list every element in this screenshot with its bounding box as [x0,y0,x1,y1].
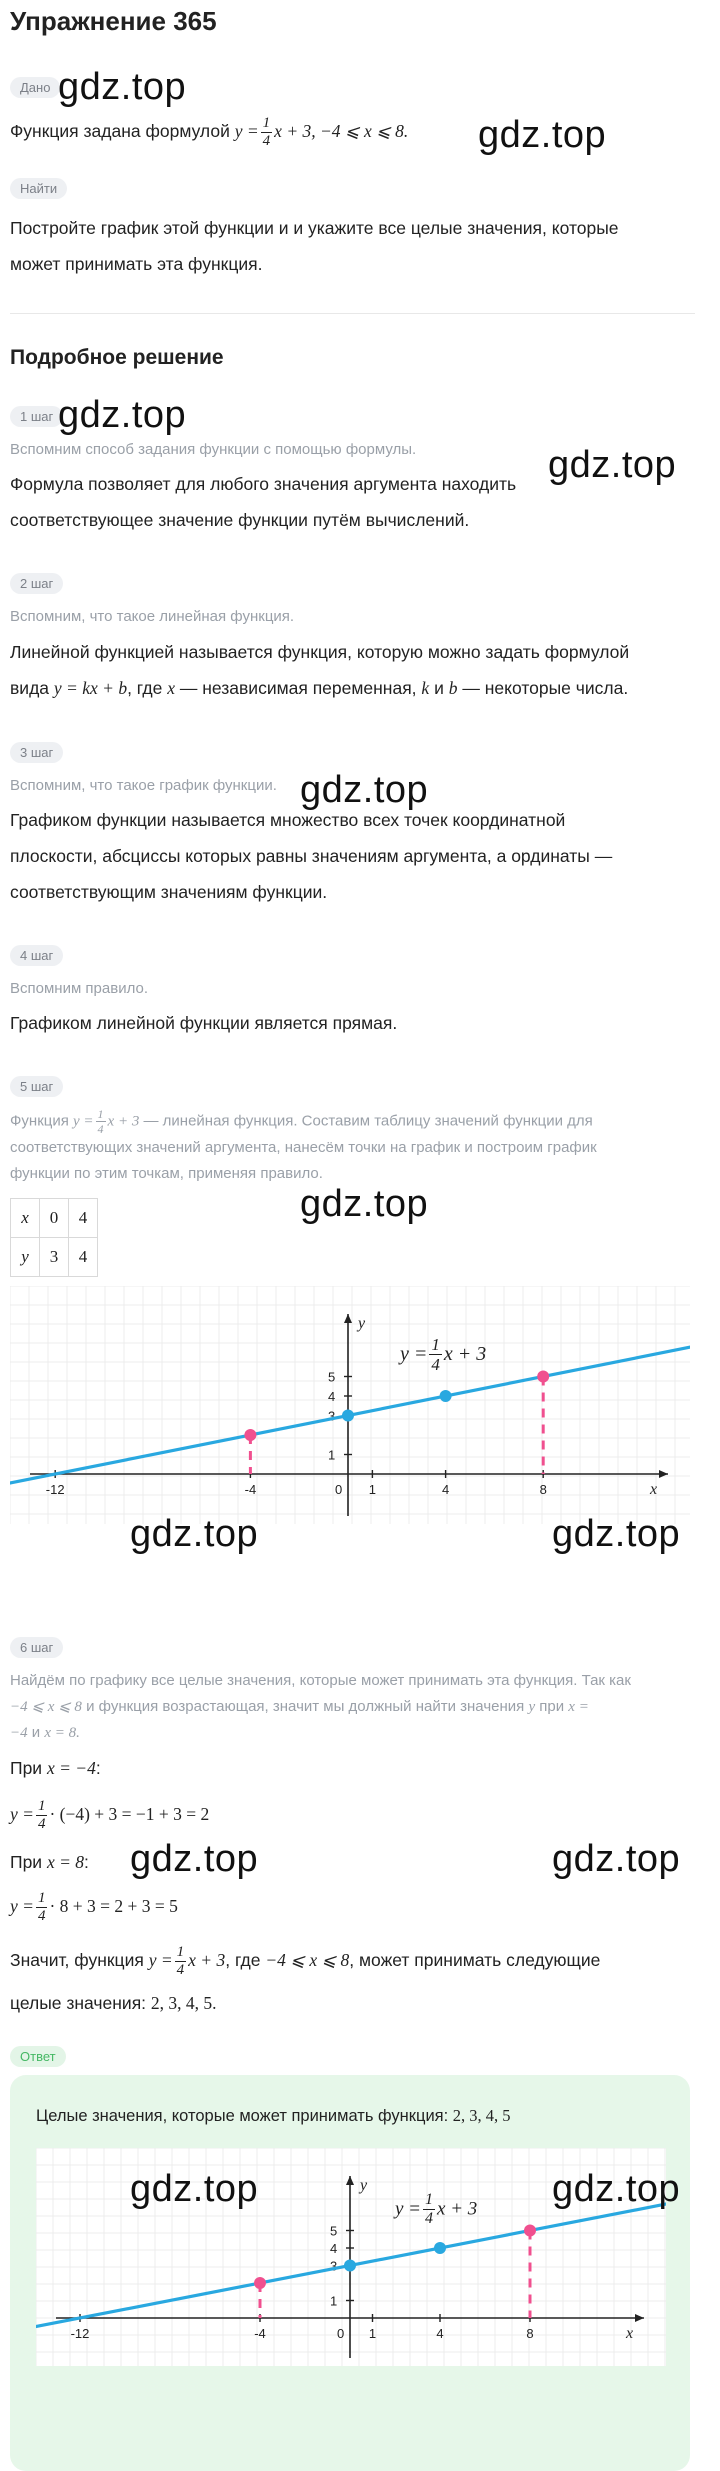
step-6-text: , может принимать следующие [349,1950,601,1970]
step-6-formula: −4 ⩽ x ⩽ 8 [265,1950,350,1970]
step-6-hint-formula: −4 [10,1725,28,1741]
step-6-text: Значит, функция [10,1950,144,1970]
step-6-calc-rest: · (−4) + 3 = −1 + 3 = 2 [49,1804,210,1824]
watermark: gdz.top [130,1838,259,1880]
given-text [10,113,408,149]
data-point [254,2277,266,2289]
x-tick-label: 4 [441,1482,450,1497]
step-6-calc-fraction: $\frac{1}{4}$ [37,1889,46,1924]
function-graph [10,1286,690,1524]
graph-equation-lhs: y = [400,1342,428,1365]
page-title: Упражнение 365 [10,6,217,36]
step-2-var-k: k [421,678,430,698]
answer-label-text: Целые значения, которые может принимать функция: [36,2107,449,2125]
step-6-calc-rest: · 8 + 3 = 2 + 3 = 5 [49,1896,178,1916]
answer-values: 2, 3, 4, 5 [452,2106,511,2125]
y-tick-label: 5 [330,2223,338,2239]
y-tick-label: 1 [330,2293,338,2309]
step-6-calc-1 [10,1796,209,1832]
watermark: gdz.top [130,1513,259,1555]
step-2-badge: 2 шаг [10,573,63,594]
watermark: gdz.top [58,66,187,108]
step-6-text: : [84,1852,89,1872]
graph-equation-rest: x + 3 [443,1342,487,1365]
watermark: gdz.top [300,769,429,811]
step-6-hint-text: и [31,1724,41,1741]
table-cell: y [11,1238,40,1277]
watermark: gdz.top [58,394,187,436]
step-2-formula: y = kx + b [53,678,128,698]
step-5-hint-line-1 [10,1108,593,1135]
step-2-text: и [434,678,444,698]
step-1-hint: Вспомним способ задания функции с помощью формулы. [10,441,417,458]
x-tick-label: 8 [526,2326,534,2341]
step-6-text: При [10,1758,43,1778]
data-point [344,2260,356,2272]
step-6-at-1 [10,1750,101,1786]
data-point [524,2225,536,2237]
watermark: gdz.top [478,114,607,156]
step-3-hint: Вспомним, что такое график функции. [10,777,277,794]
x-axis-label: x [626,2325,634,2342]
data-point [244,1429,256,1441]
table-cell: 4 [69,1238,98,1277]
y-tick-label: 3 [330,2258,338,2274]
y-axis-arrow [346,2176,354,2185]
data-point [342,1410,354,1422]
x-tick-label: -4 [254,2326,266,2341]
step-6-hint-formula: x = 8. [44,1725,80,1741]
watermark: gdz.top [548,444,677,486]
step-6-calc-lhs: y = [10,1896,34,1916]
step-4-hint: Вспомним правило. [10,980,149,997]
step-6-conclusion-line-1 [10,1942,600,1978]
y-axis-arrow [344,1314,352,1323]
step-5-badge: 5 шаг [10,1076,63,1097]
step-6-text: При [10,1852,43,1872]
find-line-1: Постройте график этой функции и и укажите все целые значения, которые [10,218,619,238]
step-6-at-2 [10,1844,89,1880]
values-table [10,1198,98,1277]
answer-badge: Ответ [10,2046,66,2067]
answer-text [36,2098,511,2134]
table-cell: x [11,1199,40,1238]
given-formula-rest: x + 3, −4 ⩽ x ⩽ 8. [274,121,409,141]
step-6-formula: x = −4 [46,1758,96,1778]
step-6-hint-line-2 [10,1694,589,1720]
x-tick-label: -12 [45,1482,65,1497]
find-badge: Найти [10,178,67,199]
y-tick-label: 5 [328,1369,336,1385]
step-6-formula: x = 8 [46,1852,85,1872]
watermark: gdz.top [130,2168,259,2210]
step-6-hint-line-1: Найдём по графику все целые значения, которые может принимать эта функция. Так как [10,1672,631,1689]
x-axis-arrow [659,1470,668,1478]
step-2-line-1: Линейной функцией называется функция, которую можно задать формулой [10,642,630,662]
step-2-var-x: x [167,678,175,698]
x-tick-label: 1 [368,2326,377,2341]
step-6-calc-lhs: y = [10,1804,34,1824]
x-tick-label: 8 [539,1482,547,1497]
step-5-hint-line-2: соответствующих значений аргумента, нанесём точки на график и построим график [10,1139,597,1156]
x-tick-label: -4 [244,1482,257,1497]
step-2-var-b: b [448,678,458,698]
step-2-hint: Вспомним, что такое линейная функция. [10,608,295,625]
x-tick-label: 1 [368,1482,377,1497]
x-axis-arrow [635,2314,644,2322]
table-row [11,1238,98,1277]
origin-label: 0 [337,2326,345,2341]
step-1-line-1: Формула позволяет для любого значения аргумента находить [10,474,517,494]
step-6-hint-formula: −4 ⩽ x ⩽ 8 [10,1699,82,1715]
step-4-badge: 4 шаг [10,945,63,966]
graph-equation-fraction: $\frac{1}{4}$ [425,2191,434,2227]
step-3-badge: 3 шаг [10,742,63,763]
data-point [434,2242,446,2254]
step-3-line-1: Графиком функции называется множество всех точек координатной [10,810,566,830]
step-5-hint-formula: y = [73,1113,94,1130]
step-2-line-2 [10,670,628,706]
step-2-text: вида [10,678,50,698]
step-2-text: — независимая переменная, [179,678,417,698]
y-tick-label: 1 [328,1447,336,1463]
step-6-calc-2 [10,1888,178,1924]
step-1-badge: 1 шаг [10,406,63,427]
step-5-hint-text: Функция [10,1112,69,1130]
step-3-line-3: соответствующим значениям функции. [10,882,328,902]
y-tick-label: 4 [330,2241,338,2256]
graph-equation-rest: x + 3 [437,2198,478,2220]
step-6-hint-text: при [539,1698,565,1715]
y-tick-label: 3 [328,1408,336,1424]
step-6-hint-line-3 [10,1720,80,1746]
x-axis-label: x [650,1481,658,1498]
step-6-hint-formula: x = [568,1699,589,1715]
step-2-text: , где [127,678,163,698]
watermark: gdz.top [300,1183,429,1225]
watermark: gdz.top [552,2168,681,2210]
step-6-calc-fraction: $\frac{1}{4}$ [37,1797,46,1832]
data-point [537,1371,549,1383]
data-point [440,1390,452,1402]
step-6-text: целые значения: [10,1993,147,2013]
x-tick-label: -12 [70,2326,90,2341]
origin-label: 0 [335,1482,343,1497]
graph-equation [400,1336,486,1373]
step-6-text: : [95,1758,101,1778]
step-6-hint-var: y [528,1699,536,1715]
given-fraction: $\frac{1}{4}$ [262,114,271,149]
given-prefix: Функция задана формулой [10,121,230,141]
step-2-text: — некоторые числа. [462,678,629,698]
watermark: gdz.top [552,1838,681,1880]
table-cell: 3 [40,1238,69,1277]
graph-equation-lhs: y = [395,2198,422,2220]
step-6-values: 2, 3, 4, 5. [150,1993,217,2013]
y-axis-label: y [358,1315,366,1332]
y-axis-label: y [360,2177,368,2194]
step-3-line-2: плоскости, абсциссы которых равны значениям аргумента, а ординаты — [10,846,613,866]
step-6-formula: y = [148,1950,173,1970]
step-6-conclusion-fraction: $\frac{1}{4}$ [176,1943,185,1978]
y-tick-label: 4 [328,1389,336,1404]
step-6-conclusion-line-2 [10,1985,217,2021]
step-6-badge: 6 шаг [10,1637,63,1658]
given-formula-lhs: y = [234,121,259,141]
answer-graph-equation [395,2192,477,2227]
watermark: gdz.top [552,1513,681,1555]
step-5-hint-text: — линейная функция. Составим таблицу значений функции для [143,1112,593,1130]
step-6-text: , где [225,1950,261,1970]
table-cell: 4 [69,1199,98,1238]
table-cell: 0 [40,1199,69,1238]
graph-equation-fraction: $\frac{1}{4}$ [431,1335,440,1374]
given-badge: Дано [10,77,60,98]
step-6-formula: x + 3 [188,1950,226,1970]
step-6-hint-text: и функция возрастающая, значит мы должный найти значения [86,1698,525,1715]
step-5-hint-formula: x + 3 [107,1113,140,1130]
step-5-hint-line-3: функции по этим точкам, применяя правило. [10,1165,323,1182]
table-row [11,1199,98,1238]
step-1-line-2: соответствующее значение функции путём вычислений. [10,510,470,530]
step-4-line-1: Графиком линейной функции является прямая. [10,1013,398,1033]
solution-heading: Подробное решение [10,346,224,369]
section-divider [10,313,695,314]
find-line-2: может принимать эта функция. [10,254,263,274]
step-5-hint-fraction: $\frac{1}{4}$ [97,1107,104,1136]
x-tick-label: 4 [436,2326,444,2341]
